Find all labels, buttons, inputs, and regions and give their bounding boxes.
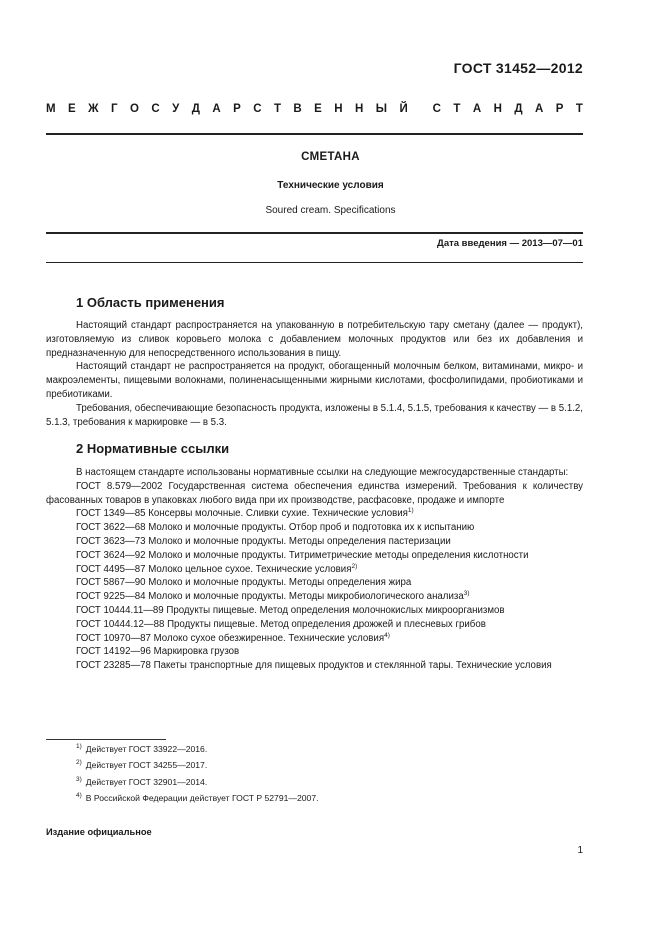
document-title: СМЕТАНА	[301, 151, 360, 163]
footnote-marker[interactable]: 1)	[407, 507, 414, 515]
standard-type-banner	[46, 103, 583, 115]
document-subtitle: Технические условия	[277, 180, 384, 191]
banner-letter: Ы	[375, 103, 388, 115]
banner-letter: Е	[68, 103, 76, 115]
banner-letter: А	[534, 103, 544, 115]
footnote-mark: 3)	[76, 775, 82, 783]
reference-item	[46, 645, 583, 659]
footnote-item	[76, 774, 319, 790]
reference-text: ГОСТ 3624—92 Молоко и молочные продукты. Титриметрические методы определения кислотности	[76, 549, 529, 561]
section-1-paragraph: Требования, обеспечивающие безопасность продукта, изложены в 5.1.4, 5.1.5, требования к качеству — в 5.1.2, 5.1.3, требования к маркировке — в 5.3.	[46, 402, 583, 428]
section-2-body	[46, 466, 583, 673]
footnote-text: Действует ГОСТ 32901—2014.	[85, 776, 208, 787]
banner-letter: В	[293, 103, 302, 115]
document-code: ГОСТ 31452—2012	[453, 60, 583, 76]
banner-letter: Р	[233, 103, 241, 115]
banner-letter: А	[212, 103, 221, 115]
official-edition-label: Издание официальное	[46, 827, 152, 837]
date-divider	[46, 262, 583, 263]
reference-item	[46, 507, 583, 521]
reference-text: ГОСТ 5867—90 Молоко и молочные продукты. Методы определения жира	[76, 577, 412, 589]
footnote-marker[interactable]: 3)	[463, 590, 470, 598]
section-1-body	[46, 319, 583, 429]
banner-letter: Ж	[88, 103, 99, 115]
footnote-text: Действует ГОСТ 33922—2016.	[85, 744, 208, 754]
introduction-date: Дата введения — 2013—07—01	[437, 238, 583, 249]
banner-letter: Т	[575, 103, 583, 115]
footnote-divider	[46, 739, 166, 740]
banner-letter: Н	[355, 103, 364, 115]
banner-letter: Е	[314, 103, 322, 115]
banner-letter: С	[432, 103, 441, 115]
reference-text: ГОСТ 3622—68 Молоко и молочные продукты. Отбор проб и подготовка их к испытанию	[76, 522, 475, 534]
reference-item	[46, 563, 583, 577]
reference-text: ГОСТ 4495—87 Молоко цельное сухое. Технические условия	[76, 563, 352, 575]
reference-text: ГОСТ 9225—84 Молоко и молочные продукты. Методы микробиологического анализа	[76, 591, 464, 603]
reference-text: ГОСТ 10444.12—88 Продукты пищевые. Метод определения дрожжей и плесневых грибов	[76, 618, 486, 630]
reference-item	[46, 535, 583, 549]
header-divider	[46, 133, 583, 135]
banner-letter: А	[472, 103, 482, 115]
reference-item	[46, 632, 583, 646]
banner-letter: О	[129, 103, 139, 115]
reference-item	[46, 576, 583, 590]
footnote-item	[76, 741, 319, 757]
footnote-mark: 2)	[76, 759, 82, 767]
reference-text: ГОСТ 23285—78 Пакеты транспортные для пищевых продуктов и стеклянной тары. Технические условия	[76, 660, 552, 672]
reference-item	[46, 659, 583, 673]
banner-letter: Н	[334, 103, 343, 115]
banner-letter: Т	[453, 103, 461, 115]
document-title-english: Soured cream. Specifications	[265, 205, 396, 216]
reference-item	[46, 604, 583, 618]
banner-letter: М	[46, 103, 56, 115]
reference-item	[46, 480, 583, 508]
footnote-item	[76, 790, 319, 806]
section-1-paragraph: Настоящий стандарт не распространяется на продукт, обогащенный молочным белком, витаминами, микро- и макроэлементы, пищевыми волокнами, полиненасыщенными жирными кислотами, фосфолипидами, пробиотиками и пребиотиками.	[46, 361, 583, 400]
banner-letter: Р	[555, 103, 564, 115]
reference-item	[46, 549, 583, 563]
reference-item	[46, 590, 583, 604]
footnote-marker[interactable]: 4)	[384, 631, 390, 639]
banner-letter: Н	[493, 103, 502, 115]
footnote-mark: 4)	[76, 792, 82, 800]
footnote-text: В Российской Федерации действует ГОСТ Р 52791—2007.	[85, 793, 319, 804]
section-2-heading: 2 Нормативные ссылки	[76, 441, 230, 456]
footnote-item	[76, 757, 319, 773]
banner-letter: Г	[110, 103, 118, 115]
page-number: 1	[577, 845, 583, 856]
banner-letter: С	[151, 103, 160, 115]
footnote-text: Действует ГОСТ 34255—2017.	[85, 760, 208, 771]
banner-letter: Т	[273, 103, 281, 115]
banner-letter: Д	[514, 103, 523, 115]
reference-text: ГОСТ 10970—87 Молоко сухое обезжиренное. Технические условия	[76, 632, 385, 644]
reference-item	[46, 618, 583, 632]
banner-letter: У	[172, 103, 180, 115]
reference-text: ГОСТ 14192—96 Маркировка грузов	[76, 646, 240, 658]
section-2-intro: В настоящем стандарте использованы нормативные ссылки на следующие межгосударственные стандарты:	[76, 467, 569, 478]
reference-text: ГОСТ 1349—85 Консервы молочные. Сливки сухие. Технические условия	[76, 508, 408, 520]
section-1-heading: 1 Область применения	[76, 295, 225, 310]
banner-letter: С	[253, 103, 262, 115]
reference-text: ГОСТ 8.579—2002 Государственная система обеспечения единства измерений. Требования к количеству фасованных товаров в упаковках любого вида при их производстве, расфасовке, продаже и импорте	[46, 480, 583, 506]
footnote-mark: 1)	[76, 743, 82, 750]
footnotes	[76, 741, 319, 807]
reference-text: ГОСТ 3623—73 Молоко и молочные продукты. Методы определения пастеризации	[76, 535, 451, 547]
footnote-marker[interactable]: 2)	[351, 562, 358, 570]
reference-item	[46, 521, 583, 535]
section-1-paragraph: Настоящий стандарт распространяется на упакованную в потребительскую тару сметану (далее — продукт), изготовляемую из сливок коровьего молока с добавлением молочных продуктов или без их добавления и предназначенную для непосредственного использования в пищу.	[46, 320, 583, 359]
title-divider	[46, 232, 583, 234]
banner-letter: Д	[191, 103, 200, 115]
reference-text: ГОСТ 10444.11—89 Продукты пищевые. Метод определения молочнокислых микроорганизмов	[76, 604, 505, 616]
banner-letter: Й	[399, 103, 408, 115]
